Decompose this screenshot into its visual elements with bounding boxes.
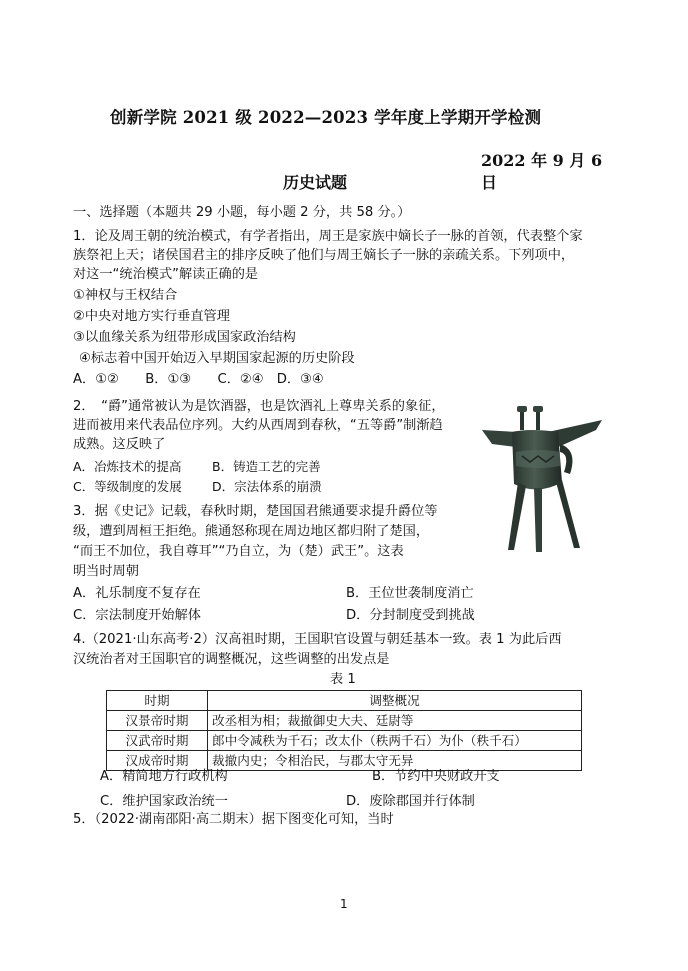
q2-choice-b: B．铸造工艺的完善 [212,459,321,474]
q1-line2: 族祭祀上天；诸侯国君主的排序反映了他们与周王嫡长子一脉的亲疏关系。下列项中， [73,248,575,263]
q1-line1: 1．论及周王朝的统治模式，有学者指出，周王是家族中嫡长子一脉的首领，代表整个家 [73,229,583,244]
q4-choice-a: A．精简地方行政机构 [100,769,228,784]
q1-option-1: ①神权与王权结合 [73,288,178,303]
q3-choice-c: C．宗法制度开始解体 [73,608,201,623]
q1-option-4: ④标志着中国开始迈入早期国家起源的历史阶段 [79,351,355,366]
q3-line2: 级，遭到周桓王拒绝。熊通怒称现在周边地区都归附了楚国， [73,524,430,539]
table-header-adjustment: 调整概况 [208,691,582,711]
page-number: 1 [340,897,348,911]
q4-line1: 4.（2021·山东高考·2）汉高祖时期，王国职官设置与朝廷基本一致。表 1 为此后西 [73,632,562,647]
q2-line2: 进而被用来代表品位序列。大约从西周到春秋，“五等爵”制渐趋 [73,418,443,433]
q4-table-caption: 表 1 [330,672,356,687]
q4-table [106,690,582,771]
exam-date-line1: 2022 年 9 月 6 [481,151,603,170]
q2-choice-c: C．等级制度的发展 [73,479,182,494]
q4-choice-d: D．废除郡国并行体制 [346,794,475,809]
q4-choice-b: B．节约中央财政开支 [372,769,500,784]
table-cell-period: 汉成帝时期 [107,751,208,771]
q1-choices: A．①② B．①③ C．②④ D．③④ [73,372,324,387]
table-header-row [107,691,582,711]
table-row [107,711,582,731]
exam-title: 创新学院 2021 级 2022—2023 学年度上学期开学检测 [110,108,542,127]
exam-subtitle: 历史试题 [283,173,348,192]
table-header-period: 时期 [107,691,208,711]
table-cell-period: 汉景帝时期 [107,711,208,731]
q3-line3: “而王不加位，我自尊耳”“乃自立，为（楚）武王”。这表 [73,544,404,559]
table-cell-adjustment: 改丞相为相；裁撤御史大夫、廷尉等 [208,711,582,731]
q5-line1: 5．（2022·湖南邵阳·高二期末）据下图变化可知，当时 [73,812,394,827]
q1-option-2: ②中央对地方实行垂直管理 [73,309,230,324]
q3-line1: 3．据《史记》记载，春秋时期，楚国国君熊通要求提升爵位等 [73,504,438,519]
table-cell-adjustment: 裁撤内史；令相治民，与郡太守无异 [208,751,582,771]
q1-line3: 对这一“统治模式”解读正确的是 [73,267,259,282]
table-cell-adjustment: 郎中令减秩为千石；改太仆（秩两千石）为仆（秩千石） [208,731,582,751]
q1-option-3: ③以血缘关系为纽带形成国家政治结构 [73,330,296,345]
table-cell-period: 汉武帝时期 [107,731,208,751]
q2-choice-a: A．冶炼技术的提高 [73,459,182,474]
q3-line4: 明当时周朝 [73,564,139,579]
q2-choice-d: D．宗法体系的崩溃 [212,479,322,494]
q4-line2: 汉统治者对王国职官的调整概况，这些调整的出发点是 [73,652,390,667]
q2-line3: 成熟。这反映了 [73,437,166,452]
section-heading: 一、选择题（本题共 29 小题，每小题 2 分，共 58 分。） [73,205,411,220]
table-row [107,731,582,751]
exam-date-line2: 日 [481,173,498,192]
q3-choice-a: A．礼乐制度不复存在 [73,586,201,601]
q3-choice-b: B．王位世袭制度消亡 [346,586,474,601]
q3-choice-d: D．分封制度受到挑战 [346,608,475,623]
bronze-jue-vessel-image [478,404,606,554]
q2-line1: 2． “爵”通常被认为是饮酒器，也是饮酒礼上尊卑关系的象征， [73,399,445,414]
q4-choice-c: C．维护国家政治统一 [100,794,228,809]
